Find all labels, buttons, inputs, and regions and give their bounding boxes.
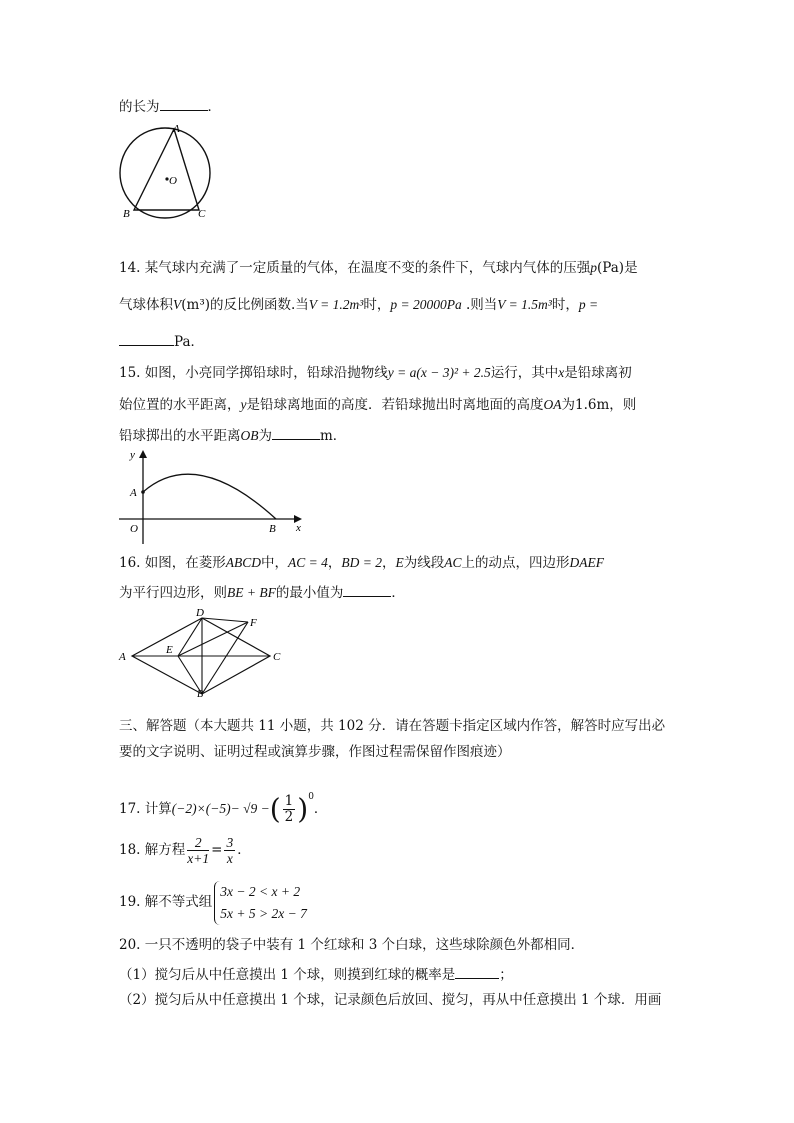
label-a: A	[173, 123, 180, 135]
answer-blank	[119, 331, 174, 346]
q14-line2: 气球体积V(m³)的反比例函数.当V = 1.2m³时，p = 20000Pa .则当V = 1.5m³时，p =	[119, 297, 599, 313]
q14-line3: Pa．	[119, 331, 204, 351]
label-o: O	[130, 523, 138, 535]
parabola-figure	[116, 446, 306, 546]
label-x: x	[296, 522, 301, 534]
q14-line1: 14. 某气球内充满了一定质量的气体，在温度不变的条件下，气球内气体的压强p(Pa)是	[119, 260, 638, 276]
q20-part2: （2）搅匀后从中任意摸出 1 个球，记录颜色后放回、搅匀，再从中任意摸出 1 个球．用画	[119, 992, 662, 1008]
q20-line1: 20. 一只不透明的袋子中装有 1 个红球和 3 个白球，这些球除颜色外都相同．	[119, 937, 585, 953]
answer-blank	[343, 582, 391, 597]
answer-blank	[160, 96, 208, 111]
rhombus-figure	[116, 604, 296, 698]
label-a: A	[119, 651, 126, 663]
label-e: E	[166, 644, 173, 656]
label-f: F	[250, 617, 257, 629]
q16-line2: 为平行四边形，则BE + BF的最小值为 ．	[119, 582, 405, 602]
q18: 18. 解方程 $\frac{2}{x+1}$ = $\frac{3}{x}$ ．	[119, 835, 251, 866]
q15-line2: 始位置的水平距离，y是铅球离地面的高度．若铅球抛出时离地面的高度OA为1.6m，则	[119, 397, 637, 413]
q15-line3: 铅球掷出的水平距离OB为 m．	[119, 425, 346, 445]
section3-line2: 要的文字说明、证明过程或演算步骤，作图过程需保留作图痕迹）	[119, 744, 511, 760]
fraction-right: $\frac{3}{x}$	[226, 835, 234, 866]
q19: 19. 解不等式组 3x − 2 < x + 2 5x + 5 > 2x − 7	[119, 880, 307, 925]
label-b: B	[123, 208, 130, 220]
label-d: D	[196, 607, 204, 619]
label-c: C	[198, 208, 206, 220]
q16-line1: 16. 如图，在菱形ABCD中，AC = 4，BD = 2，E为线段AC上的动点，四边形DAEF	[119, 555, 605, 571]
q13-tail: 的长为 ．	[119, 96, 221, 116]
circle-triangle-figure	[116, 120, 216, 220]
label-b: B	[197, 689, 204, 698]
label-b: B	[269, 523, 276, 535]
label-a: A	[130, 487, 137, 499]
fraction-left: $\frac{2}{x+1}$	[187, 835, 210, 866]
label-o: O	[169, 175, 177, 187]
label-c: C	[273, 651, 281, 663]
section3-line1: 三、解答题（本大题共 11 小题，共 102 分．请在答题卡指定区域内作答，解答时应写出必	[119, 718, 666, 734]
q17: 17. 计算(−2)×(−5)− √9 −( $\frac{1}{2}$ )$^0$．	[119, 792, 328, 826]
answer-blank	[272, 425, 320, 440]
inequality-system: 3x − 2 < x + 2 5x + 5 > 2x − 7	[214, 881, 307, 925]
answer-blank	[455, 964, 499, 979]
q20-part1: （1）搅匀后从中任意摸出 1 个球，则摸到红球的概率是 ；	[119, 964, 513, 984]
label-y: y	[130, 449, 135, 461]
fraction: $\frac{1}{2}$	[284, 793, 294, 825]
q15-line1: 15. 如图，小亮同学掷铅球时，铅球沿抛物线y = a(x − 3)² + 2.5运行，其中x是铅球离初	[119, 365, 632, 381]
